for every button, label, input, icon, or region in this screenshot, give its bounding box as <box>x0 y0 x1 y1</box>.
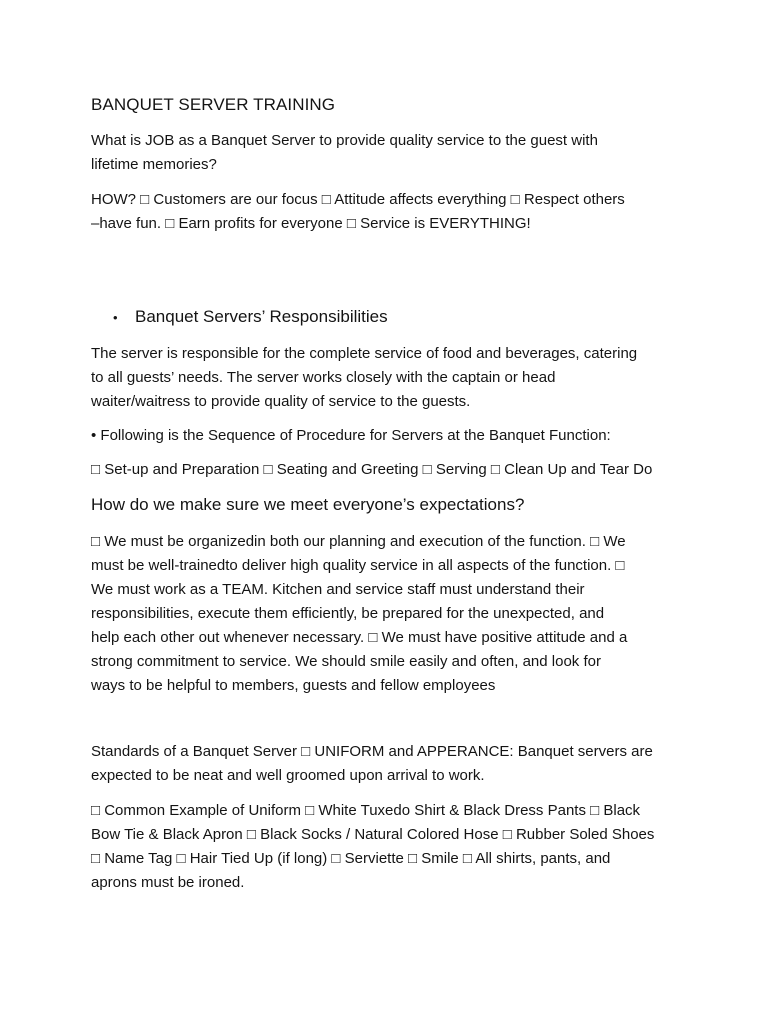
sequence-intro: • Following is the Sequence of Procedure for Servers at the Banquet Function: <box>91 427 611 444</box>
how-paragraph <box>91 188 691 236</box>
text-line: HOW? □ Customers are our focus □ Attitude affects everything □ Respect others <box>91 191 625 208</box>
sequence-steps: □ Set-up and Preparation □ Seating and Greeting □ Serving □ Clean Up and Tear Do <box>91 461 653 478</box>
standards-paragraph <box>91 740 691 788</box>
text-line: Bow Tie & Black Apron □ Black Socks / Natural Colored Hose □ Rubber Soled Shoes <box>91 826 655 843</box>
text-line: What is JOB as a Banquet Server to provide quality service to the guest with <box>91 132 598 149</box>
text-line: –have fun. □ Earn profits for everyone □ Service is EVERYTHING! <box>91 215 531 232</box>
expectations-paragraph <box>91 530 691 698</box>
responsibilities-heading-text: Banquet Servers’ Responsibilities <box>135 307 388 326</box>
text-line: help each other out whenever necessary. □ We must have positive attitude and a <box>91 629 628 646</box>
text-line: expected to be neat and well groomed upon arrival to work. <box>91 767 485 784</box>
text-line: □ We must be organizedin both our planning and execution of the function. □ We <box>91 533 626 550</box>
text-line: aprons must be ironed. <box>91 874 245 891</box>
uniform-paragraph <box>91 799 691 895</box>
text-line: must be well-trainedto deliver high quality service in all aspects of the function. □ <box>91 557 625 574</box>
text-line: □ Name Tag □ Hair Tied Up (if long) □ Serviette □ Smile □ All shirts, pants, and <box>91 850 611 867</box>
intro-question-paragraph <box>91 129 691 177</box>
responsibilities-heading <box>113 305 388 330</box>
text-line: strong commitment to service. We should smile easily and often, and look for <box>91 653 601 670</box>
document-title: BANQUET SERVER TRAINING <box>91 95 336 114</box>
text-line: We must work as a TEAM. Kitchen and service staff must understand their <box>91 581 585 598</box>
text-line: to all guests’ needs. The server works closely with the captain or head <box>91 369 556 386</box>
text-line: waiter/waitress to provide quality of service to the guests. <box>91 393 471 410</box>
text-line: ways to be helpful to members, guests and fellow employees <box>91 677 496 694</box>
responsibilities-paragraph <box>91 342 691 414</box>
text-line: □ Common Example of Uniform □ White Tuxedo Shirt & Black Dress Pants □ Black <box>91 802 641 819</box>
text-line: The server is responsible for the complete service of food and beverages, catering <box>91 345 638 362</box>
expectations-heading: How do we make sure we meet everyone’s expectations? <box>91 495 525 514</box>
text-line: lifetime memories? <box>91 156 217 173</box>
bullet-icon: • <box>113 310 118 325</box>
text-line: responsibilities, execute them efficiently, be prepared for the unexpected, and <box>91 605 605 622</box>
text-line: Standards of a Banquet Server □ UNIFORM and APPERANCE: Banquet servers are <box>91 743 653 760</box>
